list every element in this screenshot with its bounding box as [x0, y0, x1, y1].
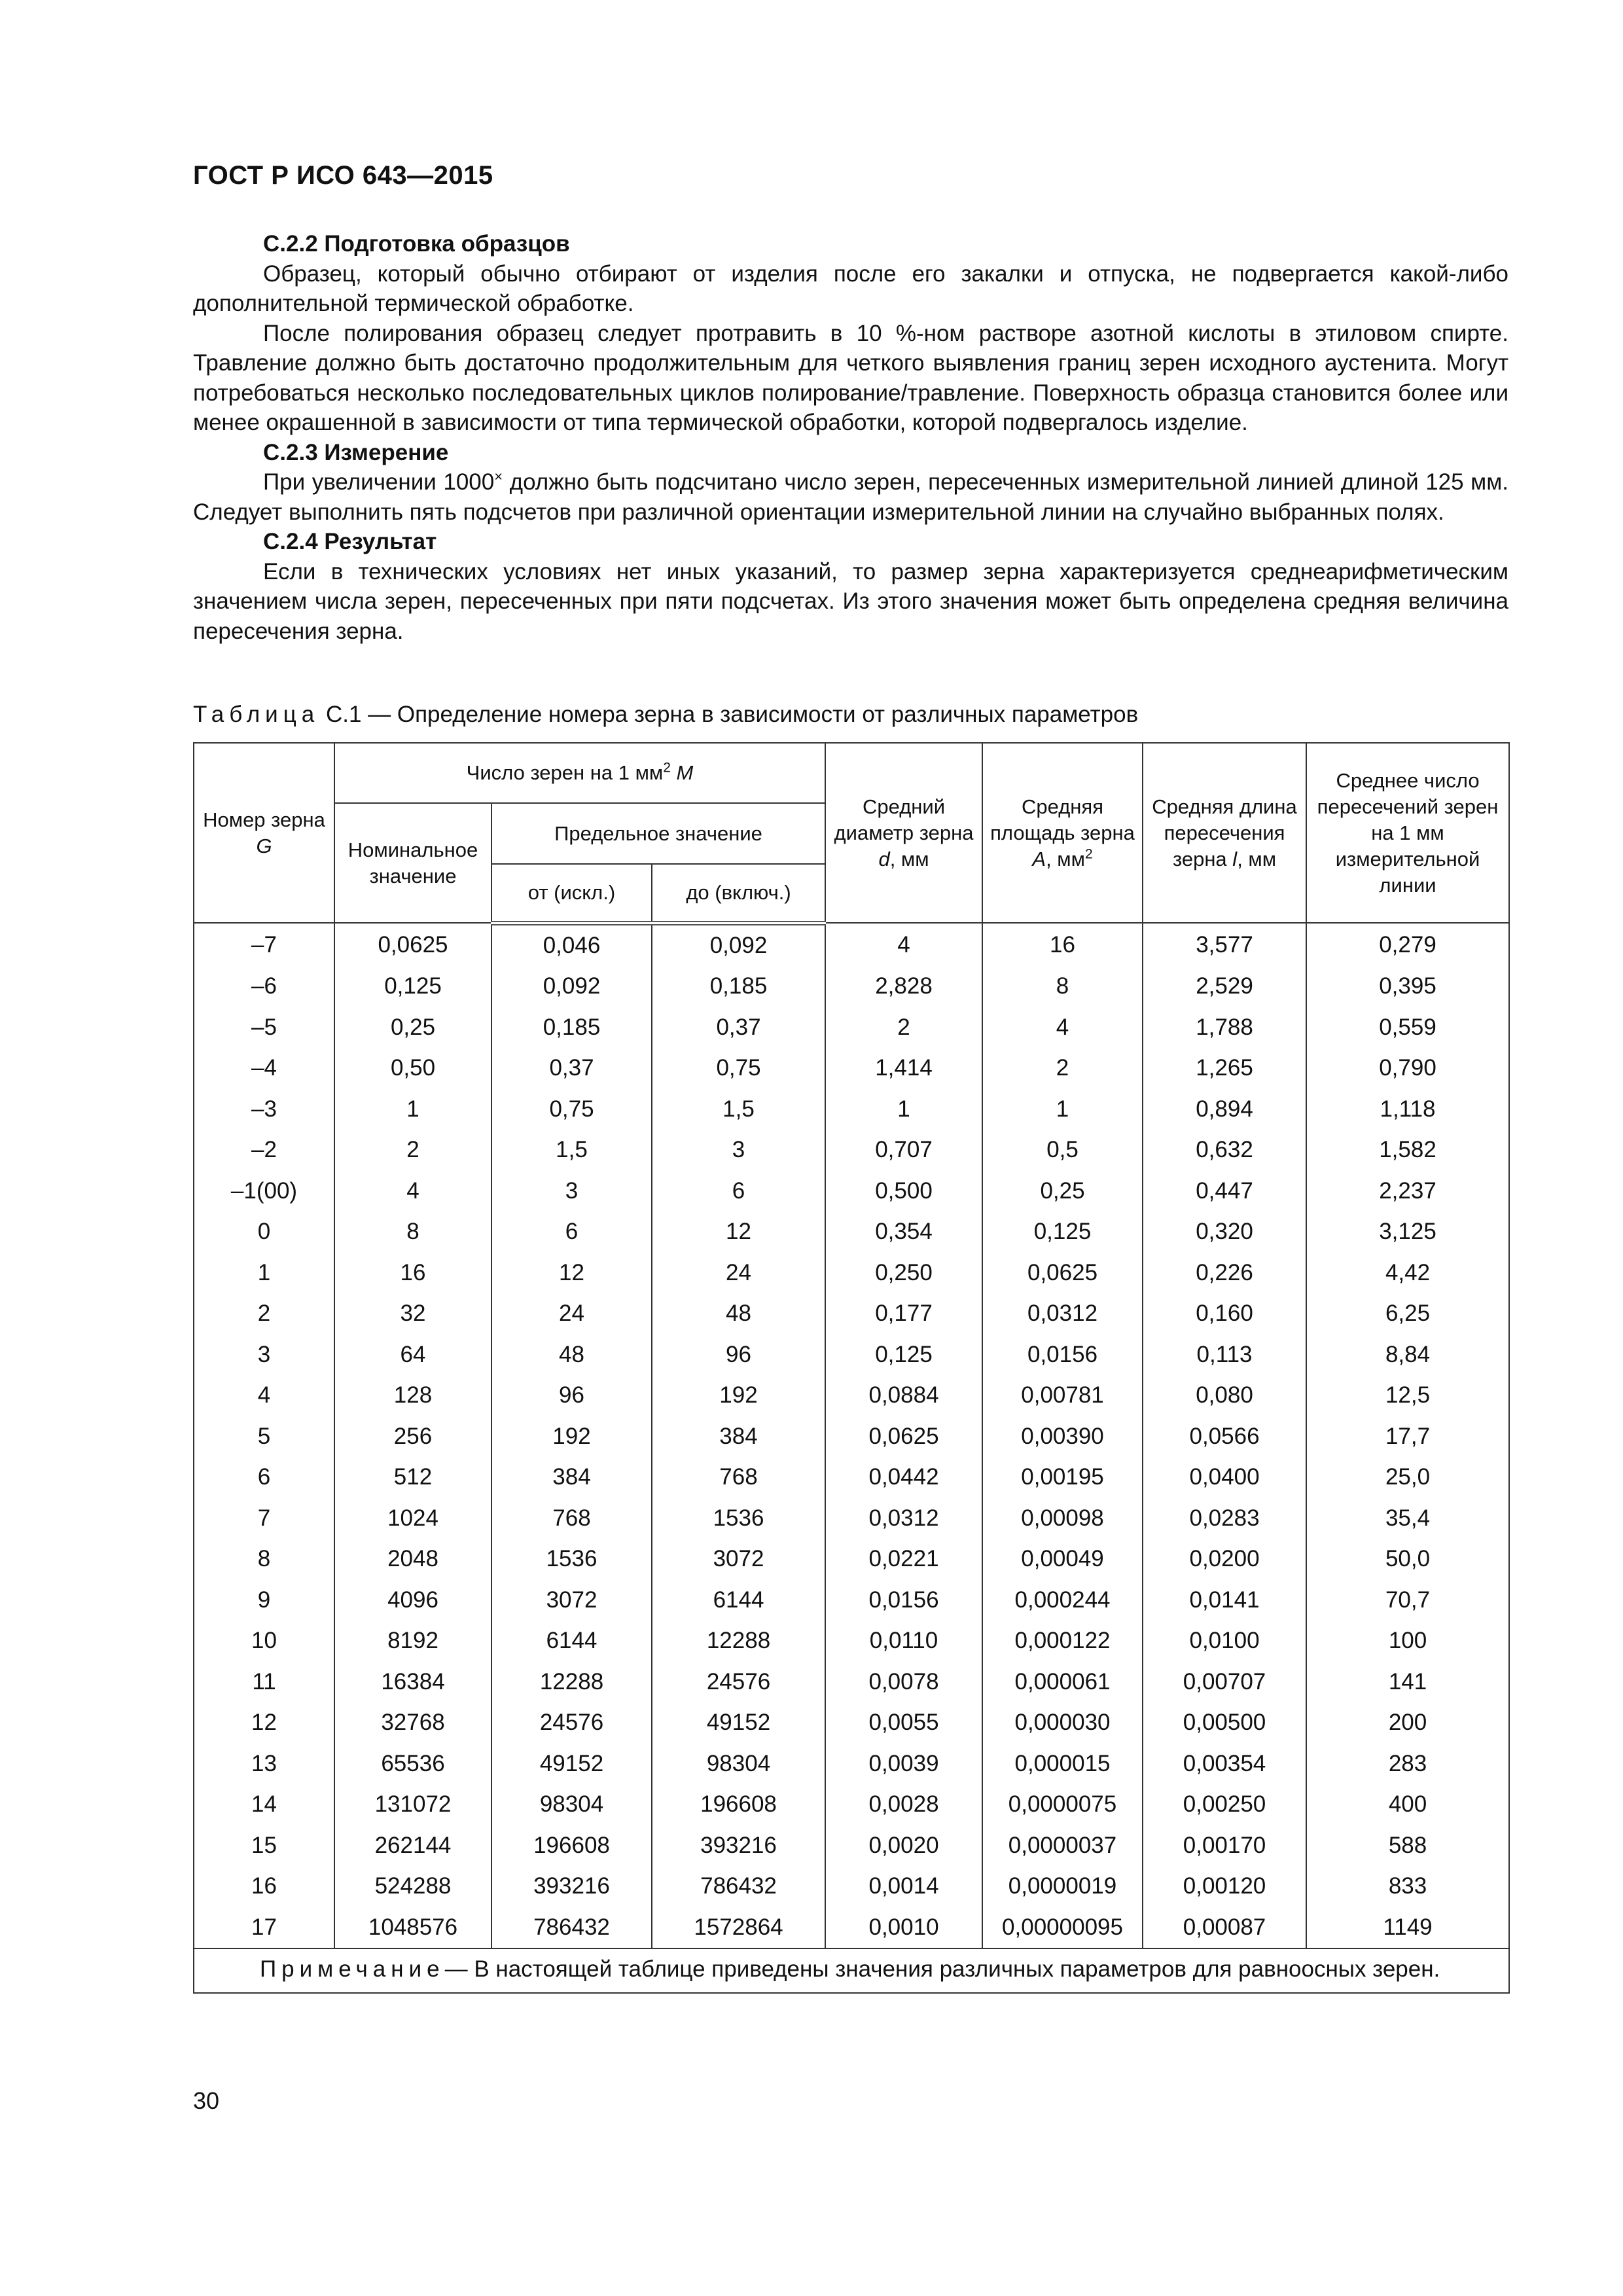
table-cell: 1024: [334, 1498, 491, 1539]
table-cell: 0,0141: [1143, 1580, 1306, 1621]
table-cell: 65536: [334, 1744, 491, 1785]
table-cell: 0,000030: [982, 1702, 1143, 1744]
table-cell: 0,0442: [825, 1457, 982, 1498]
table-cell: 4: [194, 1375, 334, 1416]
table-cell: 0,00000095: [982, 1907, 1143, 1949]
page-number: 30: [193, 2087, 220, 2114]
table-caption-text: С.1 — Определение номера зерна в зависимости от различных параметров: [319, 702, 1139, 727]
table-cell: 1: [334, 1089, 491, 1130]
table-cell: 1,265: [1143, 1048, 1306, 1089]
table-cell: 8,84: [1306, 1335, 1509, 1376]
table-cell: 48: [652, 1293, 825, 1335]
table-cell: 0,0400: [1143, 1457, 1306, 1498]
table-cell: 768: [652, 1457, 825, 1498]
table-row: [194, 1866, 1509, 1907]
table-cell: 0,00354: [1143, 1744, 1306, 1785]
table-cell: 1: [982, 1089, 1143, 1130]
table-cell: 283: [1306, 1744, 1509, 1785]
table-cell: 1536: [652, 1498, 825, 1539]
table-cell: 1,414: [825, 1048, 982, 1089]
table-cell: 1536: [491, 1539, 652, 1580]
header-grain-number: Номер зерна G: [194, 743, 334, 923]
table-body: [194, 923, 1509, 1948]
table-cell: 24: [491, 1293, 652, 1335]
table-cell: 16: [982, 923, 1143, 966]
table-cell: 0,00049: [982, 1539, 1143, 1580]
table-cell: 0,0020: [825, 1825, 982, 1867]
table-cell: 0,185: [652, 966, 825, 1007]
table-cell: 35,4: [1306, 1498, 1509, 1539]
table-row: [194, 1784, 1509, 1825]
table-row: [194, 1498, 1509, 1539]
table-cell: 0,226: [1143, 1253, 1306, 1294]
table-cell: 0,75: [652, 1048, 825, 1089]
table-row: [194, 1375, 1509, 1416]
table-cell: 0,0566: [1143, 1416, 1306, 1458]
table-cell: 0,0156: [825, 1580, 982, 1621]
table-cell: 1572864: [652, 1907, 825, 1949]
table-cell: 3: [652, 1130, 825, 1171]
note-text: — В настоящей таблице приведены значения различных параметров для равноосных зерен.: [444, 1956, 1440, 1982]
table-cell: –1(00): [194, 1171, 334, 1212]
table-cell: 1,788: [1143, 1007, 1306, 1049]
table-cell: 1: [825, 1089, 982, 1130]
table-cell: 0,160: [1143, 1293, 1306, 1335]
table-cell: 0,279: [1306, 923, 1509, 966]
table-cell: 0,000061: [982, 1662, 1143, 1703]
table-cell: 192: [491, 1416, 652, 1458]
table-cell: 10: [194, 1621, 334, 1662]
table-cell: 96: [652, 1335, 825, 1376]
table-cell: 3072: [652, 1539, 825, 1580]
table-cell: 8192: [334, 1621, 491, 1662]
table-cell: 96: [491, 1375, 652, 1416]
table-cell: 12288: [652, 1621, 825, 1662]
table-cell: 393216: [491, 1866, 652, 1907]
table-cell: 1,118: [1306, 1089, 1509, 1130]
header-grains-per-mm2: Число зерен на 1 $мм^2$ M: [334, 743, 825, 803]
table-row: [194, 1825, 1509, 1867]
paragraph-result: Если в технических условиях нет иных указаний, то размер зерна характеризуется среднеарифметическим значением числа зерен, пересеченных при пяти подсчетах. Из этого значения может быть определена средняя величина пересечения зерна.: [193, 558, 1508, 644]
table-cell: 0,0110: [825, 1621, 982, 1662]
table-cell: 17,7: [1306, 1416, 1509, 1458]
table-cell: 0,632: [1143, 1130, 1306, 1171]
header-mean-diameter: Средний диаметр зерна d, мм: [825, 743, 982, 923]
header-mean-area: Средняя площадь зерна A, $мм^2$: [982, 743, 1143, 923]
table-cell: 12: [194, 1702, 334, 1744]
table-cell: 0,320: [1143, 1211, 1306, 1253]
table-cell: 3,577: [1143, 923, 1306, 966]
table-cell: 0,395: [1306, 966, 1509, 1007]
table-cell: 12: [652, 1211, 825, 1253]
table-cell: 0: [194, 1211, 334, 1253]
table-cell: 262144: [334, 1825, 491, 1867]
table-cell: 13: [194, 1744, 334, 1785]
table-cell: 0,125: [825, 1335, 982, 1376]
table-cell: 384: [491, 1457, 652, 1498]
table-cell: 2: [825, 1007, 982, 1049]
table-cell: 100: [1306, 1621, 1509, 1662]
table-cell: 0,046: [491, 923, 652, 966]
table-cell: –5: [194, 1007, 334, 1049]
note-label: Примечание: [260, 1956, 445, 1982]
table-cell: 6144: [652, 1580, 825, 1621]
paragraph-etching: После полирования образец следует протравить в 10 %-ном растворе азотной кислоты в этиловом спирте. Травление должно быть достаточно продолжительным для четкого выявления границ зерен исходного аустенита. Могут потребоваться несколько последовательных циклов полирование/травление. Поверхность образца становится более или менее окрашенной в зависимости от типа термической обработки, которой подвергалось изделие.: [193, 320, 1508, 435]
table-cell: 0,250: [825, 1253, 982, 1294]
table-cell: 0,092: [491, 966, 652, 1007]
table-cell: 12: [491, 1253, 652, 1294]
table-cell: 4,42: [1306, 1253, 1509, 1294]
table-cell: 0,00781: [982, 1375, 1143, 1416]
table-cell: 49152: [491, 1744, 652, 1785]
table-cell: 16384: [334, 1662, 491, 1703]
table-row: [194, 966, 1509, 1007]
header-nominal: Номинальное значение: [334, 803, 491, 923]
table-row: [194, 1253, 1509, 1294]
table-cell: 0,707: [825, 1130, 982, 1171]
paragraph-sample-selection: Образец, который обычно отбирают от изделия после его закалки и отпуска, не подвергается какой-либо дополнительной термической обработке.: [193, 260, 1508, 316]
table-cell: 1,5: [652, 1089, 825, 1130]
table-cell: 0,080: [1143, 1375, 1306, 1416]
table-cell: –7: [194, 923, 334, 966]
section-heading-c22: С.2.2 Подготовка образцов: [263, 231, 570, 257]
table-cell: 0,0221: [825, 1539, 982, 1580]
table-cell: 0,113: [1143, 1335, 1306, 1376]
table-cell: 6144: [491, 1621, 652, 1662]
table-cell: 2: [334, 1130, 491, 1171]
table-cell: 0,25: [982, 1171, 1143, 1212]
table-cell: 0,0010: [825, 1907, 982, 1949]
table-cell: 6,25: [1306, 1293, 1509, 1335]
table-cell: 32768: [334, 1702, 491, 1744]
table-row: [194, 1662, 1509, 1703]
table-cell: 768: [491, 1498, 652, 1539]
table-cell: 11: [194, 1662, 334, 1703]
table-cell: 24576: [652, 1662, 825, 1703]
table-cell: 0,125: [982, 1211, 1143, 1253]
table-cell: 3: [194, 1335, 334, 1376]
table-cell: 50,0: [1306, 1539, 1509, 1580]
table-cell: 393216: [652, 1825, 825, 1867]
table-cell: 8: [982, 966, 1143, 1007]
table-cell: 0,500: [825, 1171, 982, 1212]
table-note: [194, 1948, 1509, 1993]
table-row: [194, 1293, 1509, 1335]
table-cell: 14: [194, 1784, 334, 1825]
table-cell: 2: [194, 1293, 334, 1335]
table-row: [194, 923, 1509, 966]
table-cell: 98304: [652, 1744, 825, 1785]
table-cell: 0,0055: [825, 1702, 982, 1744]
table-row: [194, 1171, 1509, 1212]
header-limit: Предельное значение: [491, 803, 825, 864]
table-cell: 128: [334, 1375, 491, 1416]
table-cell: 24: [652, 1253, 825, 1294]
table-cell: 0,37: [652, 1007, 825, 1049]
table-row: [194, 1089, 1509, 1130]
table-cell: –3: [194, 1089, 334, 1130]
table-cell: 2: [982, 1048, 1143, 1089]
table-cell: 1: [194, 1253, 334, 1294]
table-cell: 0,25: [334, 1007, 491, 1049]
table-cell: 200: [1306, 1702, 1509, 1744]
table-cell: 9: [194, 1580, 334, 1621]
table-cell: 0,177: [825, 1293, 982, 1335]
table-cell: 0,000122: [982, 1621, 1143, 1662]
header-mean-intercept: Средняя длина пересечения зерна l, мм: [1143, 743, 1306, 923]
table-cell: 3: [491, 1171, 652, 1212]
table-cell: 786432: [652, 1866, 825, 1907]
table-row: [194, 1621, 1509, 1662]
table-cell: 0,0312: [982, 1293, 1143, 1335]
table-cell: 0,559: [1306, 1007, 1509, 1049]
table-cell: –6: [194, 966, 334, 1007]
table-row: [194, 1007, 1509, 1049]
table-cell: 2048: [334, 1539, 491, 1580]
table-cell: 25,0: [1306, 1457, 1509, 1498]
table-cell: 1,582: [1306, 1130, 1509, 1171]
table-cell: 4096: [334, 1580, 491, 1621]
table-cell: 0,0200: [1143, 1539, 1306, 1580]
table-cell: 0,0100: [1143, 1621, 1306, 1662]
table-cell: 0,37: [491, 1048, 652, 1089]
table-cell: 512: [334, 1457, 491, 1498]
table-cell: 15: [194, 1825, 334, 1867]
table-cell: 0,0625: [334, 923, 491, 966]
table-cell: 524288: [334, 1866, 491, 1907]
table-cell: 4: [334, 1171, 491, 1212]
table-cell: 0,00120: [1143, 1866, 1306, 1907]
table-cell: 0,5: [982, 1130, 1143, 1171]
table-cell: 196608: [652, 1784, 825, 1825]
table-row: [194, 1048, 1509, 1089]
table-cell: 2,529: [1143, 966, 1306, 1007]
table-cell: 17: [194, 1907, 334, 1949]
table-cell: 8: [334, 1211, 491, 1253]
table-caption-label: Таблица: [193, 702, 320, 727]
table-cell: 49152: [652, 1702, 825, 1744]
table-cell: 0,0156: [982, 1335, 1143, 1376]
table-row: [194, 1744, 1509, 1785]
grain-number-table: [193, 742, 1510, 1994]
table-cell: 0,000015: [982, 1744, 1143, 1785]
table-cell: 786432: [491, 1907, 652, 1949]
table-cell: 0,0000019: [982, 1866, 1143, 1907]
header-mean-intersections: Среднее число пересечений зерен на 1 мм измерительной линии: [1306, 743, 1509, 923]
table-cell: 0,00170: [1143, 1825, 1306, 1867]
table-cell: 0,0283: [1143, 1498, 1306, 1539]
table-cell: 98304: [491, 1784, 652, 1825]
paragraph-measurement: При увеличении 1000× должно быть подсчитано число зерен, пересеченных измерительной линией длиной 125 мм. Следует выполнить пять подсчетов при различной ориентации измерительной линии на случайно выбранных полях.: [193, 468, 1508, 525]
table-cell: 384: [652, 1416, 825, 1458]
table-cell: 0,790: [1306, 1048, 1509, 1089]
table-cell: 0,0078: [825, 1662, 982, 1703]
table-cell: 0,00087: [1143, 1907, 1306, 1949]
table-row: [194, 1416, 1509, 1458]
section-heading-c23: С.2.3 Измерение: [263, 439, 449, 465]
table-row: [194, 1907, 1509, 1949]
table-row: [194, 1457, 1509, 1498]
table-cell: 0,0625: [982, 1253, 1143, 1294]
table-row: [194, 1335, 1509, 1376]
table-cell: 0,125: [334, 966, 491, 1007]
table-cell: 192: [652, 1375, 825, 1416]
table-cell: 0,0000037: [982, 1825, 1143, 1867]
table-cell: 0,50: [334, 1048, 491, 1089]
table-cell: 0,0014: [825, 1866, 982, 1907]
table-cell: 6: [194, 1457, 334, 1498]
table-cell: 7: [194, 1498, 334, 1539]
table-cell: 0,0000075: [982, 1784, 1143, 1825]
table-cell: 0,000244: [982, 1580, 1143, 1621]
table-cell: 1149: [1306, 1907, 1509, 1949]
table-row: [194, 1130, 1509, 1171]
table-cell: 6: [652, 1171, 825, 1212]
document-header: ГОСТ Р ИСО 643—2015: [193, 161, 493, 190]
table-cell: –2: [194, 1130, 334, 1171]
table-cell: 6: [491, 1211, 652, 1253]
table-cell: 141: [1306, 1662, 1509, 1703]
table-cell: 0,0625: [825, 1416, 982, 1458]
table-cell: 0,00390: [982, 1416, 1143, 1458]
section-heading-c24: С.2.4 Результат: [263, 529, 437, 554]
table-cell: 588: [1306, 1825, 1509, 1867]
table-cell: 2,828: [825, 966, 982, 1007]
table-cell: –4: [194, 1048, 334, 1089]
table-cell: 0,092: [652, 923, 825, 966]
table-cell: 8: [194, 1539, 334, 1580]
table-cell: 3,125: [1306, 1211, 1509, 1253]
header-from-excl: от (искл.): [491, 864, 652, 923]
table-row: [194, 1702, 1509, 1744]
table-cell: 0,447: [1143, 1171, 1306, 1212]
table-cell: 2,237: [1306, 1171, 1509, 1212]
table-cell: 70,7: [1306, 1580, 1509, 1621]
table-cell: 0,0028: [825, 1784, 982, 1825]
table-cell: 32: [334, 1293, 491, 1335]
table-cell: 1048576: [334, 1907, 491, 1949]
table-cell: 833: [1306, 1866, 1509, 1907]
table-cell: 24576: [491, 1702, 652, 1744]
table-cell: 0,0312: [825, 1498, 982, 1539]
table-caption: [193, 702, 1138, 728]
table-cell: 196608: [491, 1825, 652, 1867]
table-cell: 12288: [491, 1662, 652, 1703]
table-row: [194, 1211, 1509, 1253]
table-cell: 131072: [334, 1784, 491, 1825]
table-cell: 256: [334, 1416, 491, 1458]
table-cell: 0,185: [491, 1007, 652, 1049]
table-cell: 16: [194, 1866, 334, 1907]
table-cell: 400: [1306, 1784, 1509, 1825]
table-row: [194, 1580, 1509, 1621]
table-cell: 12,5: [1306, 1375, 1509, 1416]
table-cell: 4: [982, 1007, 1143, 1049]
table-cell: 3072: [491, 1580, 652, 1621]
table-cell: 0,00707: [1143, 1662, 1306, 1703]
table-row: [194, 1539, 1509, 1580]
table-cell: 0,00250: [1143, 1784, 1306, 1825]
table-cell: 1,5: [491, 1130, 652, 1171]
table-cell: 64: [334, 1335, 491, 1376]
body-text: [193, 229, 1508, 646]
table-cell: 0,75: [491, 1089, 652, 1130]
table-cell: 0,00195: [982, 1457, 1143, 1498]
table-cell: 0,00098: [982, 1498, 1143, 1539]
table-cell: 16: [334, 1253, 491, 1294]
table-cell: 4: [825, 923, 982, 966]
table-cell: 0,354: [825, 1211, 982, 1253]
table-cell: 0,00500: [1143, 1702, 1306, 1744]
table-cell: 5: [194, 1416, 334, 1458]
table-cell: 0,894: [1143, 1089, 1306, 1130]
header-to-incl: до (включ.): [652, 864, 825, 923]
table-cell: 0,0884: [825, 1375, 982, 1416]
table-cell: 48: [491, 1335, 652, 1376]
table-cell: 0,0039: [825, 1744, 982, 1785]
